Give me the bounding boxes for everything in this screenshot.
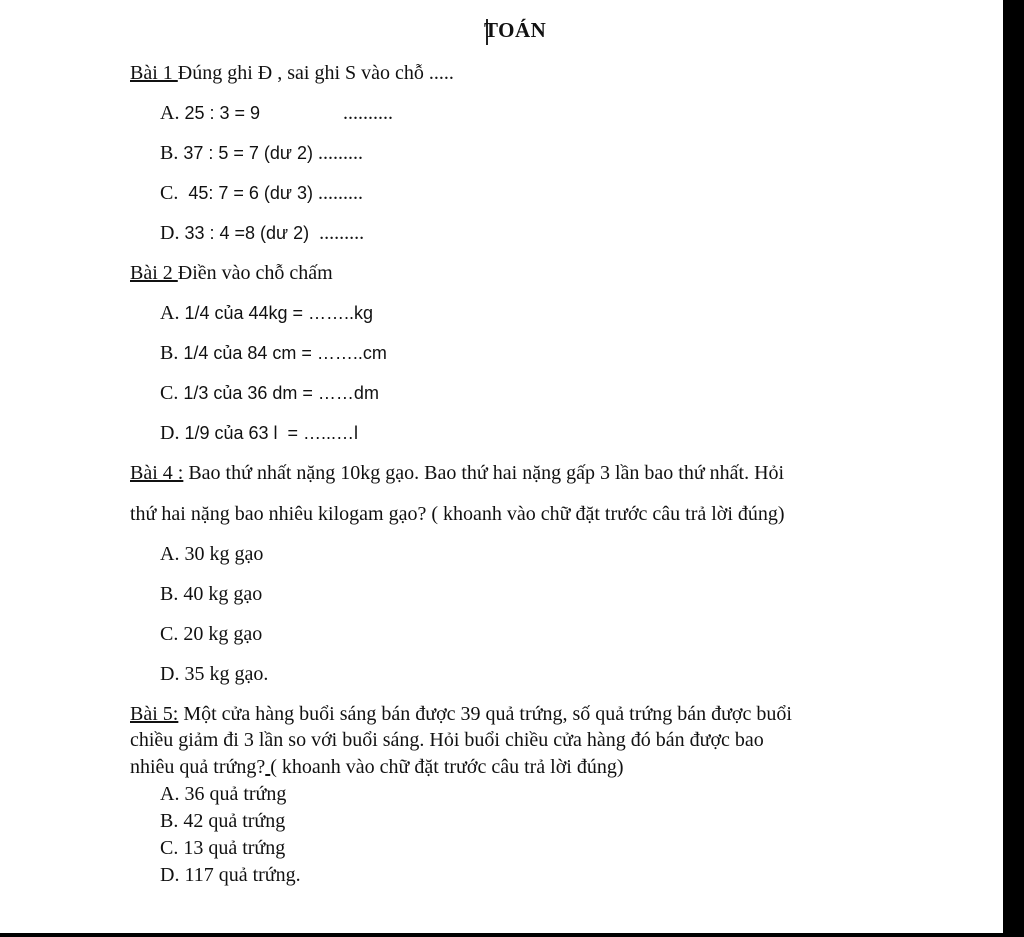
item-expr: 1/4 của 84 cm = ……..cm [183, 343, 387, 363]
bai1-item [160, 222, 364, 245]
item-expr: 37 : 5 = 7 (dư 2) [183, 143, 313, 163]
bai5-line-3 [130, 756, 624, 779]
bai4-option: C. 20 kg gạo [160, 623, 263, 645]
bai5-text-3: nhiêu quả trứng? [130, 756, 266, 778]
bai5-line-1 [130, 703, 792, 726]
bai1-item [160, 142, 363, 165]
bai2-item [160, 422, 358, 445]
bai4-option: B. 40 kg gạo [160, 583, 263, 605]
bai4-line-1 [130, 462, 784, 485]
bai4-line-2: thứ hai nặng bao nhiêu kilogam gạo? ( khoanh vào chữ đặt trước câu trả lời đúng) [130, 503, 785, 525]
bai5-line-2: chiều giảm đi 3 lần so với buổi sáng. Hỏi buổi chiều cửa hàng đó bán được bao [130, 729, 764, 751]
item-letter: B. [160, 142, 179, 164]
item-blank: ......... [319, 222, 365, 244]
bai5-option: D. 117 quả trứng. [160, 864, 301, 886]
bai5-text-3-rest: ( khoanh vào chữ đặt trước câu trả lời đúng) [270, 756, 624, 778]
item-blank: ......... [317, 142, 363, 164]
item-expr: 33 : 4 =8 (dư 2) [184, 223, 310, 243]
bai5-label: Bài 5: [130, 703, 179, 725]
bai1-text: Đúng ghi Đ , sai ghi S vào chỗ ..... [177, 62, 454, 84]
item-letter: D. [160, 222, 180, 244]
bai2-heading [130, 262, 333, 285]
item-blank: .......... [343, 102, 393, 124]
bai4-text-1: Bao thứ nhất nặng 10kg gạo. Bao thứ hai nặng gấp 3 lần bao thứ nhất. Hỏi [183, 462, 785, 484]
bai1-item [160, 182, 363, 205]
item-expr: 1/4 của 44kg = ……..kg [184, 303, 374, 323]
bai1-heading [130, 62, 454, 85]
item-letter: C. [160, 182, 179, 204]
item-letter: A. [160, 102, 180, 124]
bai4-label: Bài 4 : [130, 462, 184, 484]
item-letter: D. [160, 422, 180, 444]
bai2-text: Điền vào chỗ chấm [177, 262, 333, 284]
page-title: TOÁN [484, 18, 547, 42]
item-expr: 1/3 của 36 dm = ……dm [183, 383, 379, 403]
bai2-label: Bài 2 [130, 262, 178, 284]
bai2-item [160, 382, 379, 405]
bai5-option: B. 42 quả trứng [160, 810, 286, 832]
item-letter: B. [160, 342, 179, 364]
bai4-option: D. 35 kg gạo. [160, 663, 269, 685]
bai4-option: A. 30 kg gạo [160, 543, 264, 565]
bai2-item [160, 302, 373, 325]
item-letter: A. [160, 302, 180, 324]
item-expr: 1/9 của 63 l = …...…l [184, 423, 359, 443]
item-expr: 25 : 3 = 9 [184, 103, 261, 123]
item-expr: 45: 7 = 6 (dư 3) [188, 183, 313, 203]
item-blank: ......... [317, 182, 363, 204]
bai5-option: C. 13 quả trứng [160, 837, 286, 859]
bai1-label: Bài 1 [130, 62, 178, 84]
item-letter: C. [160, 382, 179, 404]
bai2-item [160, 342, 387, 365]
bai5-option: A. 36 quả trứng [160, 783, 287, 805]
bai1-item [160, 102, 393, 125]
bai5-text-1: Một cửa hàng buổi sáng bán được 39 quả trứng, số quả trứng bán được buổi [178, 703, 792, 725]
